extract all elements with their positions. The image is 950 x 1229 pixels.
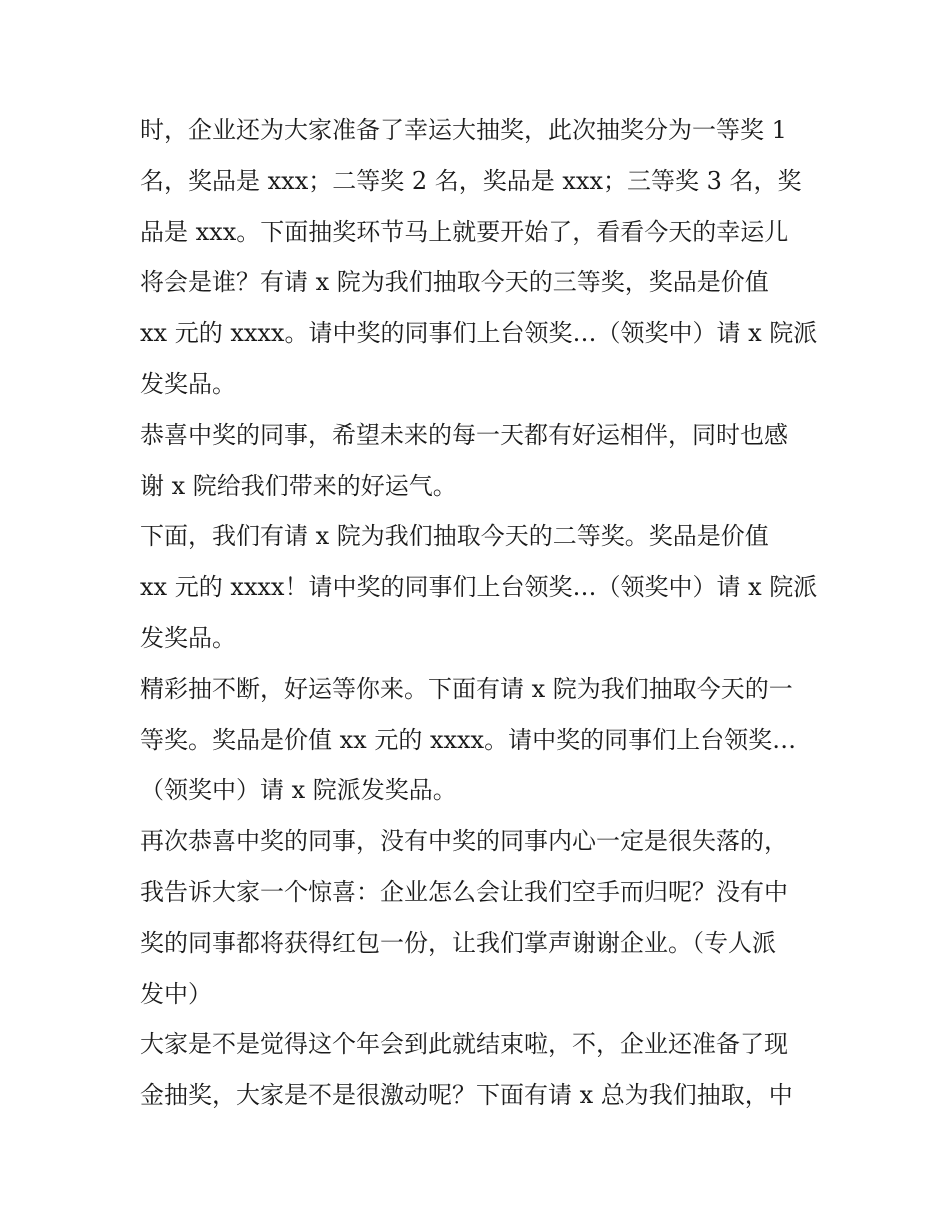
document-body <box>140 105 820 1121</box>
text-line: 金抽奖，大家是不是很激动呢？下面有请 x 总为我们抽取，中 <box>140 1081 793 1110</box>
text-line: xx 元的 xxxx。请中奖的同事们上台领奖…（领奖中）请 x 院派 <box>140 319 818 348</box>
text-line: 发奖品。 <box>140 623 236 652</box>
text-line: 名，奖品是 xxx；二等奖 2 名，奖品是 xxx；三等奖 3 名，奖 <box>140 166 802 195</box>
text-line: 恭喜中奖的同事，希望未来的每一天都有好运相伴，同时也感 <box>140 420 788 449</box>
text-line: 发奖品。 <box>140 369 236 398</box>
text-line: 品是 xxx。下面抽奖环节马上就要开始了，看看今天的幸运儿 <box>140 217 789 246</box>
text-line: （领奖中）请 x 院派发奖品。 <box>140 776 457 805</box>
text-line: 等奖。奖品是价值 xx 元的 xxxx。请中奖的同事们上台领奖… <box>140 725 797 754</box>
text-line: 谢 x 院给我们带来的好运气。 <box>140 471 457 500</box>
text-line: 发中） <box>140 979 212 1008</box>
text-line: 奖的同事都将获得红包一份，让我们掌声谢谢企业。（专人派 <box>140 928 776 957</box>
text-line: 下面，我们有请 x 院为我们抽取今天的二等奖。奖品是价值 <box>140 522 769 551</box>
text-line: 再次恭喜中奖的同事，没有中奖的同事内心一定是很失落的， <box>140 827 788 856</box>
text-line: 我告诉大家一个惊喜：企业怎么会让我们空手而归呢？没有中 <box>140 877 788 906</box>
text-line: 将会是谁？有请 x 院为我们抽取今天的三等奖，奖品是价值 <box>140 268 769 297</box>
text-line: xx 元的 xxxx！请中奖的同事们上台领奖…（领奖中）请 x 院派 <box>140 573 818 602</box>
text-line: 时，企业还为大家准备了幸运大抽奖，此次抽奖分为一等奖 1 <box>140 116 787 144</box>
text-line: 大家是不是觉得这个年会到此就结束啦，不，企业还准备了现 <box>140 1030 788 1059</box>
text-line: 精彩抽不断，好运等你来。下面有请 x 院为我们抽取今天的一 <box>140 674 793 703</box>
